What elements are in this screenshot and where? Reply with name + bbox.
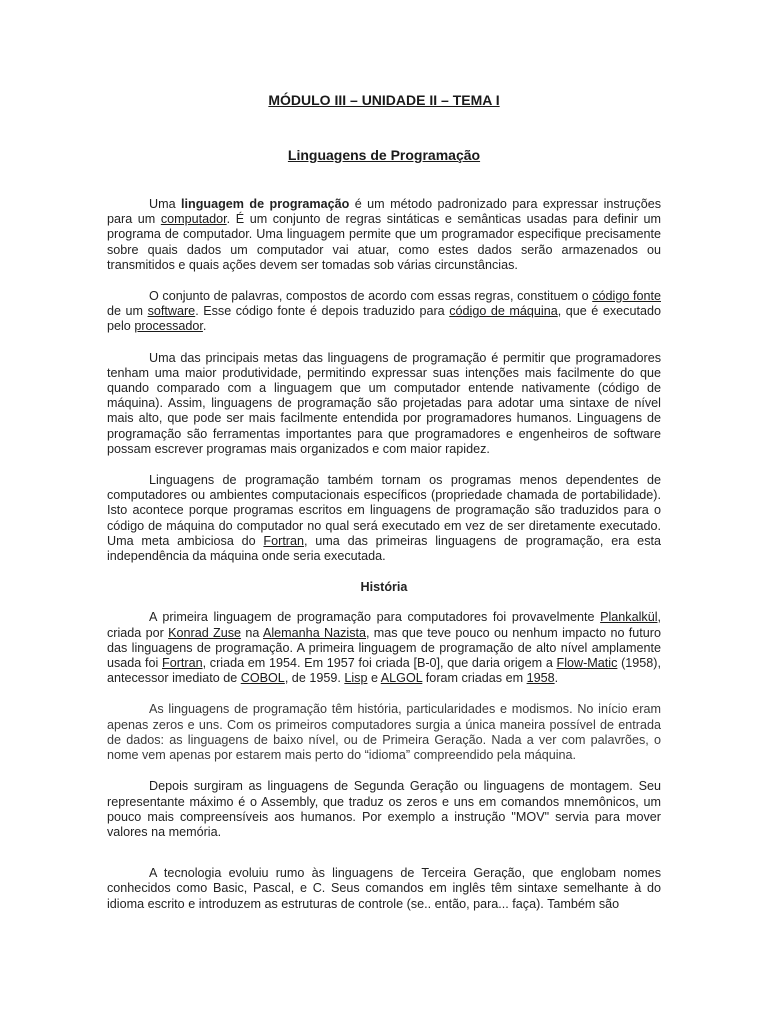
text-run: , de 1959. — [284, 671, 345, 686]
text-run: . É um conjunto de regras sintáticas e semânticas usadas para definir um programa de computador. Uma linguagem permite que um programador especifique precisamente sobre quais dados um computador vai atuar, como estes dados serão armazenados ou transmitidos e quais ações devem ser tomadas sob várias circunstâncias. — [107, 212, 661, 272]
link-1958[interactable]: 1958 — [526, 671, 555, 686]
link-codigo-de-maquina[interactable]: código de máquina — [449, 304, 558, 319]
text-run: . — [554, 671, 559, 686]
text-run: foram criadas em — [422, 671, 527, 686]
text-run: , uma das primeiras linguagens de programação, era esta independência da máquina onde seria executada. — [107, 533, 661, 564]
link-alemanha-nazista[interactable]: Alemanha Nazista — [262, 625, 366, 640]
link-codigo-fonte[interactable]: código fonte — [592, 289, 661, 304]
paragraph-primeira-geracao: As linguagens de programação têm história, particularidades e modismos. No início eram apenas zeros e uns. Com os primeiros computadores surgia a única maneira possível de entrada de dados: as linguagens de baixo nível, ou de Primeira Geração. Nada a ver com palavrões, o nome vem apenas por estarem mais perto do “idioma” compreendido pela máquina. — [107, 702, 661, 763]
document-body — [107, 197, 661, 928]
text-run: A primeira linguagem de programação para computadores foi provavelmente — [149, 610, 601, 625]
paragraph-terceira-geracao: A tecnologia evoluiu rumo às linguagens de Terceira Geração, que englobam nomes conhecidos como Basic, Pascal, e C. Seus comandos em inglês têm sintaxe semelhante à do idioma escrito e introduzem as estruturas de controle (se.. então, para... faça). Também são — [107, 866, 661, 911]
link-konrad-zuse[interactable]: Konrad Zuse — [168, 625, 242, 640]
link-processador[interactable]: processador — [134, 319, 203, 334]
text-run: (1958), antecessor imediato de — [107, 656, 661, 686]
text-run: Linguagens de programação também tornam os programas menos dependentes de computadores ou ambientes computacionais específicos (propriedade chamada de portabilidade). Isto acontece porque programas escritos em linguagens de programação são traduzidos para o código de máquina do computador no qual será executado em vez de ser diretamente executado. Uma meta ambiciosa do — [107, 473, 661, 548]
text-run: e — [367, 671, 381, 686]
link-cobol[interactable]: COBOL — [240, 671, 285, 686]
paragraph-segunda-geracao: Depois surgiram as linguagens de Segunda Geração ou linguagens de montagem. Seu representante máximo é o Assembly, que traduz os zeros e uns em comandos mnemônicos, um pouco mais compreensíveis aos humanos. Por exemplo a instrução "MOV" servia para mover valores na memória. — [107, 779, 661, 839]
bold-term: linguagem de programação — [181, 197, 350, 211]
text-run: Uma — [149, 197, 182, 211]
paragraph-historia — [107, 610, 661, 686]
text-run: , criada por — [107, 610, 661, 640]
link-lisp[interactable]: Lisp — [344, 671, 368, 686]
paragraph-portabilidade — [107, 473, 661, 564]
module-title: MÓDULO III – UNIDADE II – TEMA I — [268, 92, 500, 108]
link-flow-matic[interactable]: Flow-Matic — [556, 656, 618, 671]
page-title: Linguagens de Programação — [287, 147, 481, 163]
link-computador[interactable]: computador — [160, 212, 227, 227]
text-run: . Esse código fonte é depois traduzido para — [195, 304, 450, 319]
text-run: . — [202, 319, 207, 334]
paragraph-intro — [107, 197, 661, 273]
text-run: , mas que teve pouco ou nenhum impacto no futuro das linguagens de programação. A primeira linguagem de programação de alto nível amplamente usada foi — [107, 625, 662, 671]
link-fortran[interactable]: Fortran — [162, 656, 203, 671]
text-run: na — [241, 625, 263, 640]
text-run: O conjunto de palavras, compostos de acordo com essas regras, constituem o — [149, 289, 593, 304]
link-software[interactable]: software — [147, 304, 196, 319]
link-fortran[interactable]: Fortran — [263, 533, 305, 548]
link-algol[interactable]: ALGOL — [380, 671, 423, 686]
paragraph-codigo-fonte — [107, 289, 661, 335]
text-run: , que é executado pelo — [107, 304, 661, 334]
text-run: , criada em 1954. Em 1957 foi criada [B-0], que daria origem a — [202, 656, 557, 671]
text-run: de um — [107, 304, 148, 319]
text-run: é um método padronizado para expressar instruções para um — [107, 197, 661, 227]
link-plankalkul[interactable]: Plankalkül — [600, 610, 658, 625]
paragraph-metas: Uma das principais metas das linguagens de programação é permitir que programadores tenham uma maior produtividade, permitindo expressar suas intenções mais facilmente do que quando comparado com a linguagem que um computador entende nativamente (código de máquina). Assim, linguagens de programação são projetadas para adotar uma sintaxe de nível mais alto, que pode ser mais facilmente entendida por programadores humanos. Linguagens de programação são ferramentas importantes para que programadores e engenheiros de software possam escrever programas mais organizados e com maior rapidez. — [107, 350, 661, 456]
section-heading-historia: História — [360, 580, 408, 595]
